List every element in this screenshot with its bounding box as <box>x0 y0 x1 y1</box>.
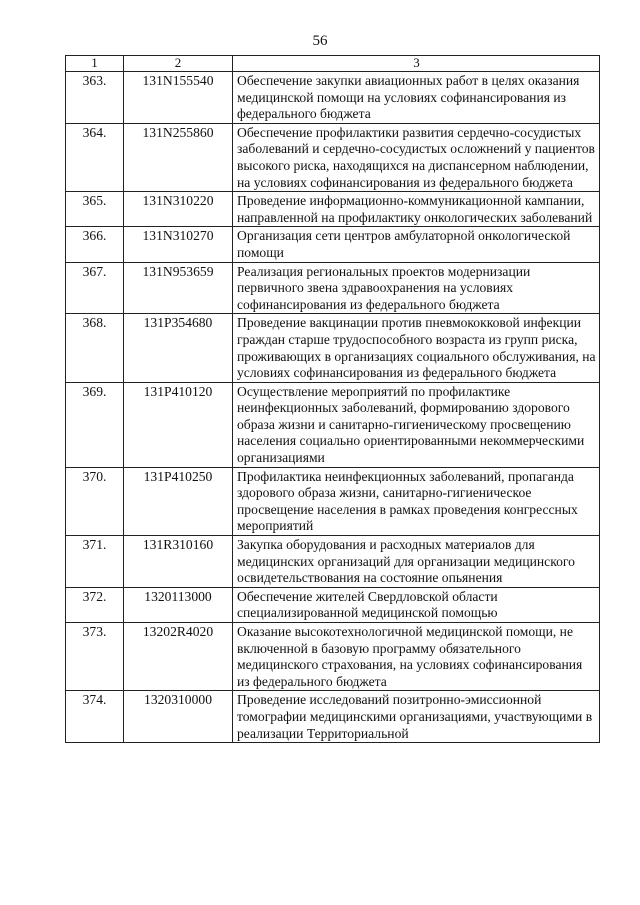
table-row <box>66 587 600 622</box>
row-description: Организация сети центров амбулаторной онкологической помощи <box>233 227 600 262</box>
row-number: 366. <box>66 227 124 262</box>
row-code: 131R310160 <box>124 536 233 588</box>
row-description: Обеспечение закупки авиационных работ в целях оказания медицинской помощи на условиях софинансирования из федерального бюджета <box>233 72 600 124</box>
table-row <box>66 623 600 691</box>
row-description: Обеспечение жителей Свердловской области специализированной медицинской помощью <box>233 587 600 622</box>
row-code: 131N255860 <box>124 123 233 191</box>
row-number: 364. <box>66 123 124 191</box>
table-row <box>66 227 600 262</box>
row-code: 131P354680 <box>124 314 233 382</box>
row-number: 369. <box>66 382 124 467</box>
column-header-3: 3 <box>233 56 600 72</box>
row-code: 1320310000 <box>124 691 233 743</box>
table-row <box>66 691 600 743</box>
row-description: Осуществление мероприятий по профилактике неинфекционных заболеваний, формированию здорового образа жизни и санитарно-гигиеническому просвещению населения социально ориентированными некоммерческими организациями <box>233 382 600 467</box>
row-description: Проведение информационно-коммуникационной кампании, направленной на профилактику онкологических заболеваний <box>233 192 600 227</box>
table-row <box>66 382 600 467</box>
row-description: Проведение исследований позитронно-эмиссионной томографии медицинскими организациями, участвующими в реализации Территориальной <box>233 691 600 743</box>
row-code: 131N953659 <box>124 262 233 314</box>
table-row <box>66 72 600 124</box>
page-number: 56 <box>312 33 328 49</box>
table-header-row <box>66 56 600 72</box>
column-header-1: 1 <box>66 56 124 72</box>
row-code: 131N155540 <box>124 72 233 124</box>
table-row <box>66 314 600 382</box>
row-number: 367. <box>66 262 124 314</box>
row-description: Обеспечение профилактики развития сердечно-сосудистых заболеваний и сердечно-сосудистых осложнений у пациентов высокого риска, находящихся на диспансерном наблюдении, на условиях софинансирования из федерального бюджета <box>233 123 600 191</box>
table-row <box>66 536 600 588</box>
row-code: 131N310220 <box>124 192 233 227</box>
row-code: 13202R4020 <box>124 623 233 691</box>
row-number: 365. <box>66 192 124 227</box>
row-code: 131P410120 <box>124 382 233 467</box>
row-number: 374. <box>66 691 124 743</box>
table-row <box>66 192 600 227</box>
row-description: Проведение вакцинации против пневмококковой инфекции граждан старше трудоспособного возраста из групп риска, проживающих в организациях социального обслуживания, на условиях софинансирования из федерального бюджета <box>233 314 600 382</box>
row-description: Оказание высокотехнологичной медицинской помощи, не включенной в базовую программу обязательного медицинского страхования, на условиях софинансирования из федерального бюджета <box>233 623 600 691</box>
row-number: 372. <box>66 587 124 622</box>
row-description: Реализация региональных проектов модернизации первичного звена здравоохранения на условиях софинансирования из федерального бюджета <box>233 262 600 314</box>
row-code: 131P410250 <box>124 467 233 535</box>
table-row <box>66 467 600 535</box>
row-number: 371. <box>66 536 124 588</box>
row-number: 368. <box>66 314 124 382</box>
table-row <box>66 262 600 314</box>
table-body <box>66 72 600 743</box>
row-number: 373. <box>66 623 124 691</box>
row-description: Профилактика неинфекционных заболеваний, пропаганда здорового образа жизни, санитарно-гигиеническое просвещение населения в рамках проведения конгрессных мероприятий <box>233 467 600 535</box>
column-header-2: 2 <box>124 56 233 72</box>
row-code: 131N310270 <box>124 227 233 262</box>
row-description: Закупка оборудования и расходных материалов для медицинских организаций для организации медицинского освидетельствования на состояние опьянения <box>233 536 600 588</box>
table-row <box>66 123 600 191</box>
row-code: 1320113000 <box>124 587 233 622</box>
row-number: 363. <box>66 72 124 124</box>
budget-items-table <box>65 55 600 743</box>
row-number: 370. <box>66 467 124 535</box>
